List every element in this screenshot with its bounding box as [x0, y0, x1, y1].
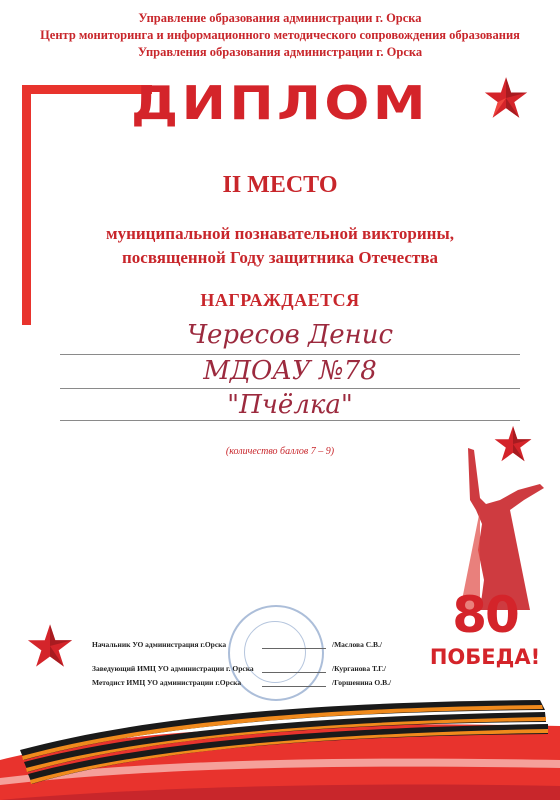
st-george-ribbon [0, 690, 560, 800]
recipient-name: Чересов Денис [186, 320, 394, 350]
signature-row [92, 664, 412, 673]
signatory-name: /Маслова С.В./ [332, 640, 382, 649]
signatory-position: Методист ИМЦ УО администрации г.Орска [92, 678, 242, 687]
issuer-line-3: Управления образования администрации г. Орска [137, 45, 423, 59]
issuer-line-1: Управление образования администрации г. Орска [138, 11, 422, 25]
recipient-institution: МДОАУ №78 [203, 356, 377, 386]
competition-description [40, 222, 520, 270]
signature-line [262, 648, 326, 649]
signatory-position: Заведующий ИМЦ УО администрации г. Орска [92, 664, 254, 673]
signatory-name: /Курганова Т.Г./ [332, 664, 386, 673]
recipient-underline [60, 420, 520, 421]
stamp-seal-inner [244, 621, 306, 683]
diploma-title: ДИПЛОМ [131, 76, 429, 130]
recipient-group: "Пчёлка" [227, 390, 353, 420]
signature-line [262, 686, 326, 687]
signature-row [92, 640, 412, 649]
competition-line-2: посвященной Году защитника Отечества [121, 248, 439, 267]
awarded-label: НАГРАЖДАЕТСЯ [200, 290, 360, 310]
star-icon [483, 75, 529, 121]
signature-row [92, 678, 412, 687]
monument-silhouette [440, 440, 550, 610]
competition-line-1: муниципальной познавательной викторины, [106, 224, 454, 243]
signatory-name: /Горшенина О.В./ [332, 678, 392, 687]
issuer-line-2: Центр мониторинга и информационного методического сопровождения образования [40, 28, 520, 42]
anniversary-number: 80 [452, 586, 518, 644]
score-note: (количество баллов 7 – 9) [225, 446, 335, 457]
signatory-position: Начальник УО администрация г.Орска [92, 640, 227, 649]
victory-text: ПОБЕДА! [429, 645, 541, 669]
issuer-header [0, 10, 560, 61]
signature-line [262, 672, 326, 673]
place-heading: II МЕСТО [222, 172, 338, 198]
star-icon [26, 622, 74, 670]
